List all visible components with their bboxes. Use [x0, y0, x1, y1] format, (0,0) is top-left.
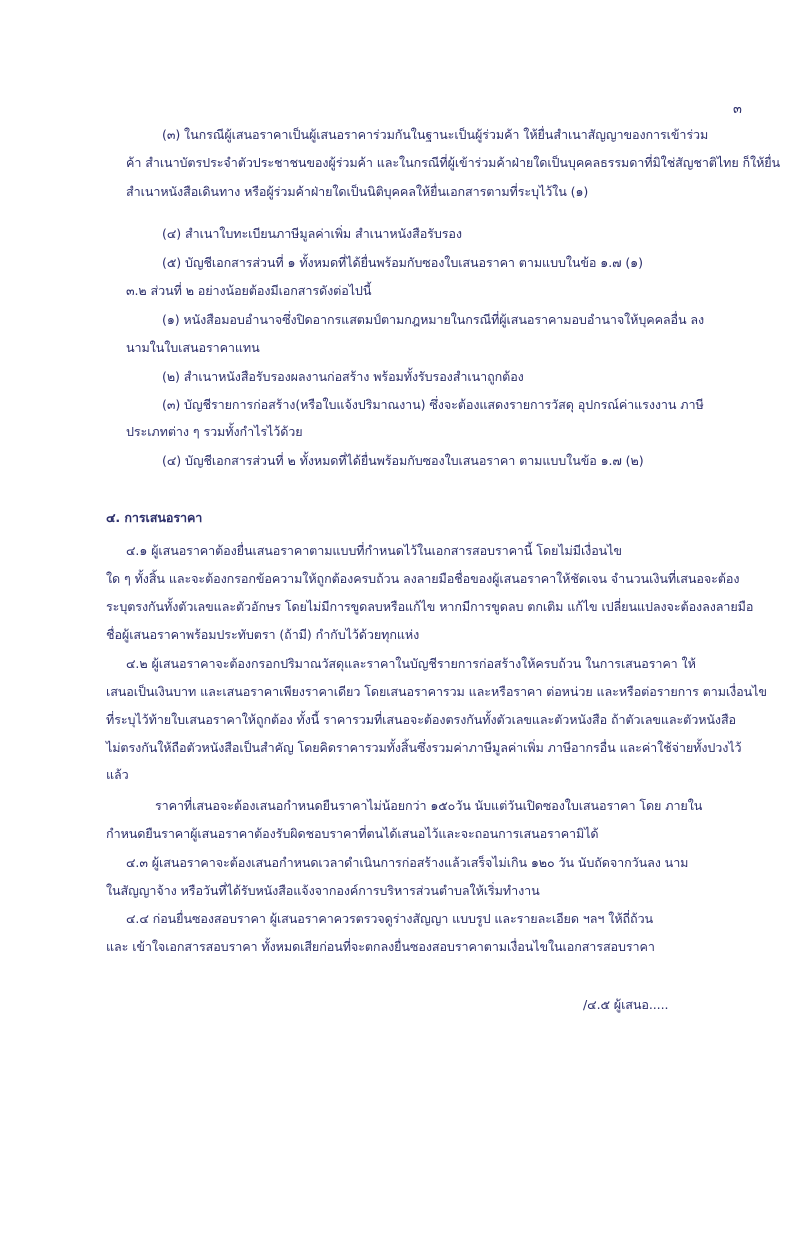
sub-item-3-line-1: (๓) บัญชีรายการก่อสร้าง(หรือใบแจ้งปริมาณงาน) ซึ่งจะต้องแสดงรายการวัสดุ อุปกรณ์ค่าแรงงาน ภาษี	[162, 397, 704, 412]
item-5: (๕) บัญชีเอกสารส่วนที่ ๑ ทั้งหมดที่ได้ยื่นพร้อมกับซองใบเสนอราคา ตามแบบในข้อ ๑.๗ (๑)	[162, 255, 643, 270]
para-4-3-line-2: ในสัญญาจ้าง หรือวันที่ได้รับหนังสือแจ้งจากองค์การบริหารส่วนตำบลให้เริ่มทำงาน	[106, 883, 540, 898]
para-4-2-line-5: แล้ว	[106, 767, 129, 782]
page-number: ๓	[733, 102, 742, 117]
para-4-1-line-1: ๔.๑ ผู้เสนอราคาต้องยื่นเสนอราคาตามแบบที่กำหนดไว้ในเอกสารสอบราคานี้ โดยไม่มีเงื่อนไข	[126, 543, 622, 558]
para-4-2-line-3: ที่ระบุไว้ท้ายใบเสนอราคาให้ถูกต้อง ทั้งนี้ ราคารวมที่เสนอจะต้องตรงกันทั้งตัวเลขและตัวหนังสือ ถ้าตัวเลขและตัวหนังสือ	[106, 712, 737, 727]
para-4-3-line-1: ๔.๓ ผู้เสนอราคาจะต้องเสนอกำหนดเวลาดำเนินการก่อสร้างแล้วเสร็จไม่เกิน ๑๒๐ วัน นับถัดจากวันลง นาม	[126, 855, 689, 870]
para-4-2-line-1: ๔.๒ ผู้เสนอราคาจะต้องกรอกปริมาณวัสดุและราคาในบัญชีรายการก่อสร้างให้ครบถ้วน ในการเสนอราคา ให้	[126, 656, 696, 671]
sub-section-3-2-heading: ๓.๒ ส่วนที่ ๒ อย่างน้อยต้องมีเอกสารดังต่อไปนี้	[126, 283, 372, 298]
para-4-1-line-4: ชื่อผู้เสนอราคาพร้อมประทับตรา (ถ้ามี) กำกับไว้ด้วยทุกแห่ง	[106, 627, 420, 642]
sub-item-2: (๒) สำเนาหนังสือรับรองผลงานก่อสร้าง พร้อมทั้งรับรองสำเนาถูกต้อง	[162, 369, 524, 384]
item-3-line-3: สำเนาหนังสือเดินทาง หรือผู้ร่วมค้าฝ่ายใดเป็นนิติบุคคลให้ยื่นเอกสารตามที่ระบุไว้ใน (๑)	[126, 184, 589, 199]
para-4-1-line-2: ใด ๆ ทั้งสิ้น และจะต้องกรอกข้อความให้ถูกต้องครบถ้วน ลงลายมือชื่อของผู้เสนอราคาให้ชัดเจน จำนวนเงินที่เสนอจะต้อง	[106, 571, 740, 586]
para-4-1-line-3: ระบุตรงกันทั้งตัวเลขและตัวอักษร โดยไม่มีการขูดลบหรือแก้ไข หากมีการขูดลบ ตกเติม แก้ไข เปลี่ยนแปลงจะต้องลงลายมือ	[106, 599, 754, 614]
para-4-4-line-2: และ เข้าใจเอกสารสอบราคา ทั้งหมดเสียก่อนที่จะตกลงยื่นซองสอบราคาตามเงื่อนไขในเอกสารสอบราคา	[106, 939, 655, 954]
validity-line-1: ราคาที่เสนอจะต้องเสนอกำหนดยืนราคาไม่น้อยกว่า ๑๕๐วัน นับแต่วันเปิดซองใบเสนอราคา โดย ภายใน	[155, 798, 703, 813]
section-4-heading: ๔. การเสนอราคา	[106, 510, 203, 525]
item-3-line-1: (๓) ในกรณีผู้เสนอราคาเป็นผู้เสนอราคาร่วมกันในฐานะเป็นผู้ร่วมค้า ให้ยื่นสำเนาสัญญาของการเข้าร่วม	[162, 127, 709, 142]
para-4-4-line-1: ๔.๔ ก่อนยื่นซองสอบราคา ผู้เสนอราคาควรตรวจดูร่างสัญญา แบบรูป และรายละเอียด ฯลฯ ให้ถี่ถ้วน	[126, 911, 654, 926]
sub-item-4: (๔) บัญชีเอกสารส่วนที่ ๒ ทั้งหมดที่ได้ยื่นพร้อมกับซองใบเสนอราคา ตามแบบในข้อ ๑.๗ (๒)	[162, 453, 644, 468]
validity-line-2: กำหนดยืนราคาผู้เสนอราคาต้องรับผิดชอบราคาที่ตนได้เสนอไว้และจะถอนการเสนอราคามิได้	[106, 826, 599, 841]
item-4: (๔) สำเนาใบทะเบียนภาษีมูลค่าเพิ่ม สำเนาหนังสือรับรอง	[162, 226, 462, 241]
sub-item-1-line-1: (๑) หนังสือมอบอำนาจซึ่งปิดอากรแสตมป์ตามกฎหมายในกรณีที่ผู้เสนอราคามอบอำนาจให้บุคคลอื่น ลง	[162, 312, 705, 327]
para-4-2-line-4: ไม่ตรงกันให้ถือตัวหนังสือเป็นสำคัญ โดยคิดราคารวมทั้งสิ้นซึ่งรวมค่าภาษีมูลค่าเพิ่ม ภาษีอากรอื่น และค่าใช้จ่ายทั้งปวงไว้	[106, 740, 742, 755]
para-4-2-line-2: เสนอเป็นเงินบาท และเสนอราคาเพียงราคาเดียว โดยเสนอราคารวม และหรือราคา ต่อหน่วย และหรือต่อรายการ ตามเงื่อนไข	[106, 684, 767, 699]
continuation-marker: /๔.๕ ผู้เสนอ.....	[583, 997, 669, 1012]
item-3-line-2: ค้า สำเนาบัตรประจำตัวประชาชนของผู้ร่วมค้า และในกรณีที่ผู้เข้าร่วมค้าฝ่ายใดเป็นบุคคลธรรมดาที่มิใช่สัญชาติไทย ก็ให้ยื่น	[126, 155, 781, 170]
sub-item-1-line-2: นามในใบเสนอราคาแทน	[126, 340, 260, 355]
sub-item-3-line-2: ประเภทต่าง ๆ รวมทั้งกำไรไว้ด้วย	[126, 424, 303, 439]
